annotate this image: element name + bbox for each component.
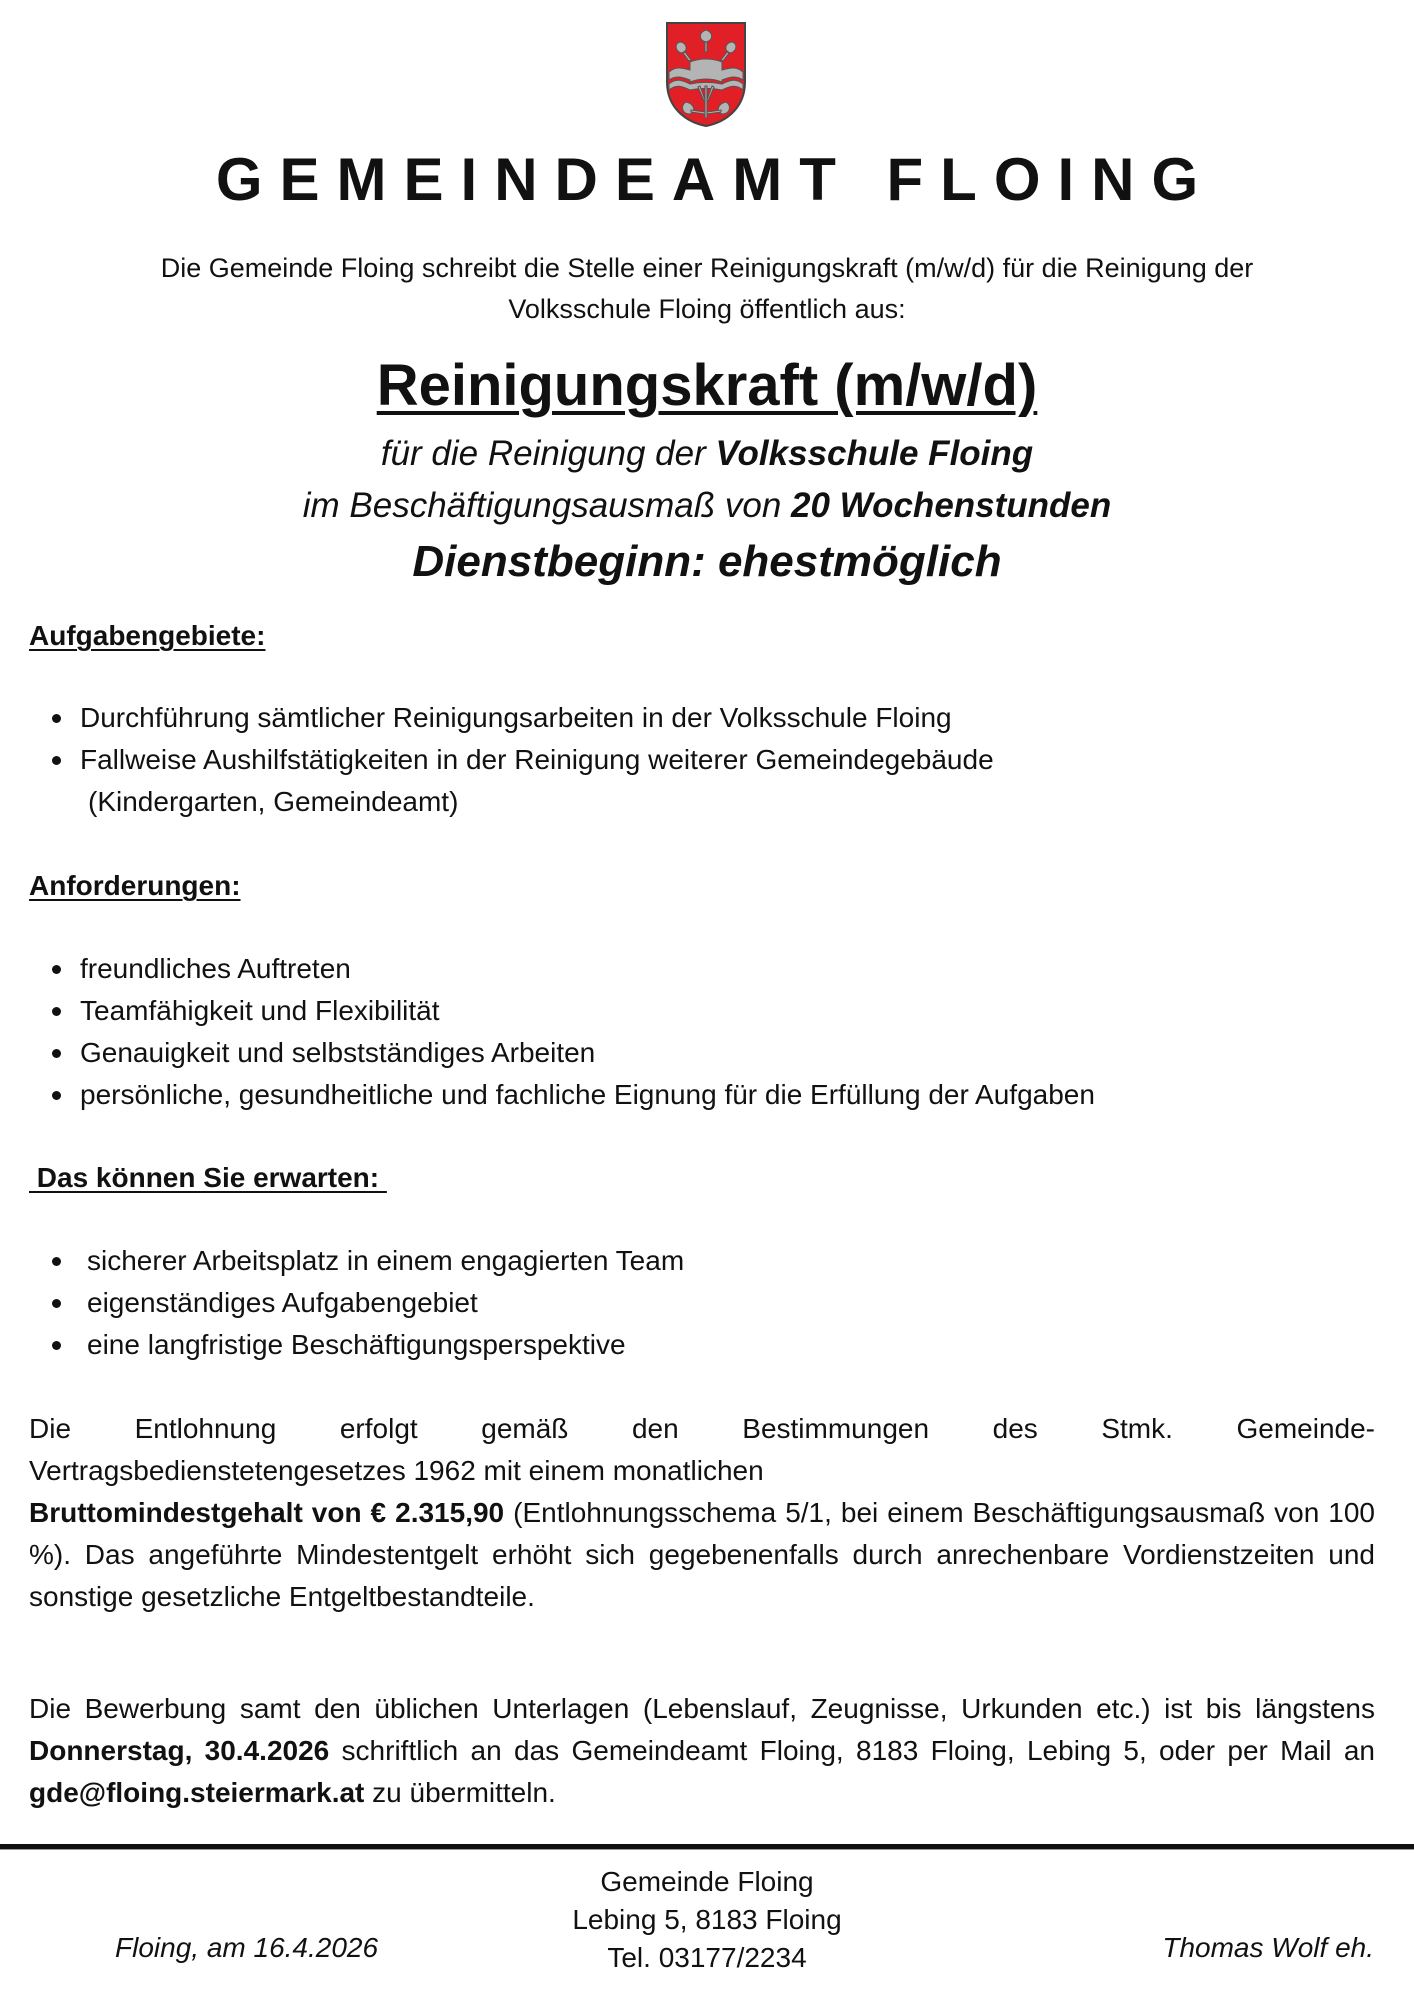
salary-line-2: Vertragsbedienstetengesetzes 1962 mit einem monatlichen bbox=[29, 1455, 764, 1486]
list-item: eigenständiges Aufgabengebiet bbox=[48, 1282, 684, 1324]
application-paragraph bbox=[29, 1688, 1375, 1814]
application-email[interactable]: gde@floing.steiermark.at bbox=[29, 1777, 365, 1808]
application-part-2: schriftlich an das Gemeindeamt Floing, 8183 Floing, Lebing 5, oder per Mail an bbox=[329, 1735, 1375, 1766]
job-location bbox=[0, 430, 1414, 478]
job-hours-value: 20 Wochenstunden bbox=[791, 486, 1112, 525]
footer-signature: Thomas Wolf eh. bbox=[1162, 1932, 1374, 1963]
intro-line-1: Die Gemeinde Floing schreibt die Stelle einer Reinigungskraft (m/w/d) für die Reinigung der bbox=[160, 253, 1254, 283]
job-hours bbox=[0, 482, 1414, 530]
salary-body bbox=[29, 1492, 1375, 1618]
job-title: Reinigungskraft (m/w/d) bbox=[376, 353, 1038, 418]
list-item: sicherer Arbeitsplatz in einem engagierten Team bbox=[48, 1240, 684, 1282]
job-hours-prefix: im Beschäftigungsausmaß von bbox=[302, 486, 792, 525]
offer-heading: Das können Sie erwarten: bbox=[29, 1162, 387, 1193]
footer-divider bbox=[0, 1844, 1414, 1850]
footer-address bbox=[457, 1863, 957, 1977]
footer-street: Lebing 5, 8183 Floing bbox=[572, 1904, 842, 1935]
list-item-continuation: (Kindergarten, Gemeindeamt) bbox=[88, 786, 459, 817]
footer-phone: Tel. 03177/2234 bbox=[607, 1942, 807, 1973]
intro-line-2: Volksschule Floing öffentlich aus: bbox=[508, 294, 906, 324]
salary-amount: Bruttomindestgehalt von € 2.315,90 bbox=[29, 1497, 505, 1528]
job-location-prefix: für die Reinigung der bbox=[380, 434, 716, 473]
salary-rest: (Entlohnungsschema 5/1, bei einem Beschäftigungsausmaß von 100 %). Das angeführte Mindestentgelt erhöht sich gegebenenfalls durch anrechenbare Vordienstzeiten und sonstige gesetzliche Entgeltbestandteile. bbox=[29, 1497, 1375, 1612]
application-deadline: Donnerstag, 30.4.2026 bbox=[29, 1735, 330, 1766]
intro-text bbox=[0, 248, 1414, 330]
list-item: Durchführung sämtlicher Reinigungsarbeiten in der Volksschule Floing bbox=[48, 697, 994, 739]
salary-paragraph bbox=[29, 1408, 1375, 1618]
offer-list bbox=[48, 1240, 684, 1366]
application-part-3: zu übermitteln. bbox=[364, 1777, 556, 1808]
application-part-1: Die Bewerbung samt den üblichen Unterlagen (Lebenslauf, Zeugnisse, Urkunden etc.) ist bis längstens bbox=[29, 1693, 1375, 1724]
job-location-school: Volksschule Floing bbox=[715, 434, 1034, 473]
job-start: Dienstbeginn: ehestmöglich bbox=[412, 537, 1002, 586]
list-item: Teamfähigkeit und Flexibilität bbox=[48, 990, 1095, 1032]
list-item: Fallweise Aushilfstätigkeiten in der Reinigung weiterer Gemeindegebäude bbox=[48, 739, 994, 781]
coat-of-arms-icon bbox=[664, 20, 748, 128]
requirements-heading: Anforderungen: bbox=[29, 870, 241, 901]
footer-place-date: Floing, am 16.4.2026 bbox=[115, 1932, 379, 1963]
list-item: freundliches Auftreten bbox=[48, 948, 1095, 990]
salary-line-1: Die Entlohnung erfolgt gemäß den Bestimmungen des Stmk. Gemeinde- bbox=[29, 1413, 1375, 1444]
list-item: persönliche, gesundheitliche und fachliche Eignung für die Erfüllung der Aufgaben bbox=[48, 1074, 1095, 1116]
org-title: GEMEINDEAMT FLOING bbox=[215, 146, 1216, 213]
footer-org-name: Gemeinde Floing bbox=[600, 1866, 814, 1897]
tasks-heading: Aufgabengebiete: bbox=[29, 620, 266, 651]
tasks-list bbox=[48, 697, 994, 823]
list-item: eine langfristige Beschäftigungsperspektive bbox=[48, 1324, 684, 1366]
list-item: Genauigkeit und selbstständiges Arbeiten bbox=[48, 1032, 1095, 1074]
requirements-list bbox=[48, 948, 1095, 1116]
